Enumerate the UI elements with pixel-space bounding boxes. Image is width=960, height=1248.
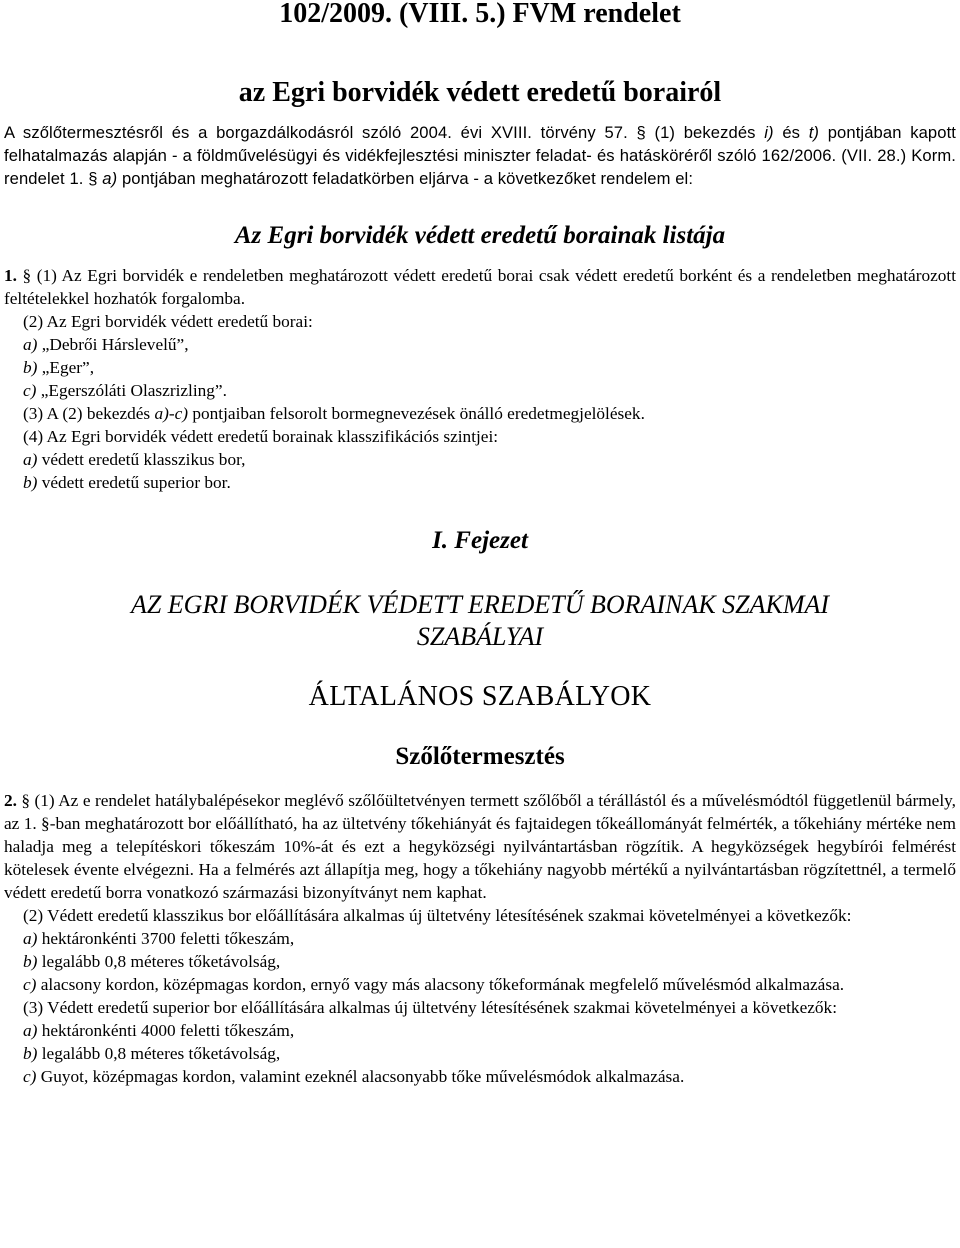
list-item	[4, 927, 956, 950]
chapter-heading: I. Fejezet	[432, 527, 528, 554]
grape-growing-heading: Szőlőtermesztés	[395, 743, 565, 770]
document-subtitle: az Egri borvidék védett eredetű borairól	[238, 77, 722, 108]
list-item-label: c)	[23, 1067, 37, 1086]
chapter-title-line-1: AZ EGRI BORVIDÉK VÉDETT EREDETŰ BORAINAK SZAKMAI	[130, 590, 830, 619]
section-2-text-1: § (1) Az e rendelet hatálybalépésekor meglévő szőlőültetvényen termett szőlőből a térállástól és a művelésmódtól függetlenül bármely, az 1. §-ban meghatározott bor előállítható, ha az ültetvény tőkehiányát és fajtaidegen tőkeállományát felmérték, a tőkehiány mértéke nem haladja meg a telepítéskori tőkeszám 10%-át és ezt a hegyközségi nyilvántartásban rögzítik. A hegyközségek hegybírói felmérést kötelesek évente elvégezni. Ha a felmérés azt állapítja meg, hogy a tőkehiány nagyobb mértékű a nyilvántartásban rögzítettnél, a termelő védett eredetű borra vonatkozó származási bizonyítványt nem kaphat.	[4, 791, 956, 902]
intro-text-4: pontjában meghatározott feladatkörben eljárva - a következőket rendelem el:	[117, 169, 694, 188]
list-item-label: b)	[23, 358, 38, 377]
general-rules-heading: ÁLTALÁNOS SZABÁLYOK	[308, 681, 652, 712]
list-item-text: legalább 0,8 méteres tőketávolság,	[37, 1044, 281, 1063]
section-2-para-1	[4, 789, 956, 904]
list-item-label: a)	[23, 929, 38, 948]
list-item-label: a)	[23, 1021, 38, 1040]
list-item-label: a)	[23, 335, 38, 354]
section-1-number: 1.	[4, 266, 17, 285]
list-item	[4, 973, 956, 996]
section-2-number: 2.	[4, 791, 17, 810]
list-item	[4, 448, 956, 471]
list-item-text: Guyot, középmagas kordon, valamint ezeknél alacsonyabb tőke művelésmódok alkalmazása.	[36, 1067, 685, 1086]
list-item-label: b)	[23, 1044, 38, 1063]
list-item	[4, 379, 956, 402]
section-1-para-3	[4, 402, 956, 425]
list-item	[4, 1042, 956, 1065]
list-item-label: b)	[23, 473, 38, 492]
intro-text-1: A szőlőtermesztésről és a borgazdálkodásról szóló 2004. évi XVIII. törvény 57. § (1) bekezdés	[4, 123, 765, 142]
list-item	[4, 1065, 956, 1088]
list-item	[4, 333, 956, 356]
section-1-para-4: (4) Az Egri borvidék védett eredetű borainak klasszifikációs szintjei:	[23, 427, 499, 446]
list-item-text: hektáronkénti 3700 feletti tőkeszám,	[37, 929, 295, 948]
section-1-para-3-label: a)-c)	[154, 404, 189, 423]
list-item	[4, 471, 956, 494]
document-title: 102/2009. (VIII. 5.) FVM rendelet	[279, 0, 681, 29]
chapter-title	[4, 589, 956, 653]
intro-text-2: és	[773, 123, 809, 142]
intro-text-3: pontjában kapott felhatalmazás alapján - a földművelésügyi és vidékfejlesztési miniszter feladat- és hatásköréről szóló 162/2006. (VII. 28.) Korm. rendelet 1. §	[4, 123, 956, 188]
list-item-text: „Eger”,	[37, 358, 95, 377]
list-item-text: „Egerszóláti Olaszrizling”.	[36, 381, 227, 400]
list-item-label: b)	[23, 952, 38, 971]
section-1-para-3-text-b: pontjaiban felsorolt bormegnevezések önálló eredetmegjelölések.	[188, 404, 645, 423]
list-item-text: „Debrői Hárslevelű”,	[37, 335, 189, 354]
list-item	[4, 356, 956, 379]
list-item-text: védett eredetű superior bor.	[37, 473, 231, 492]
list-item-text: legalább 0,8 méteres tőketávolság,	[37, 952, 281, 971]
list-item	[4, 1019, 956, 1042]
chapter-title-line-2: SZABÁLYAI	[416, 622, 544, 651]
list-item-text: alacsony kordon, középmagas kordon, ernyő vagy más alacsony tőkeformának megfelelő művelésmód alkalmazása.	[36, 975, 845, 994]
intro-t-label: t)	[808, 123, 820, 142]
list-item-label: a)	[23, 450, 38, 469]
list-item-text: hektáronkénti 4000 feletti tőkeszám,	[37, 1021, 295, 1040]
list-item-text: védett eredetű klasszikus bor,	[37, 450, 246, 469]
section-1-para-1	[4, 264, 956, 310]
list-item-label: c)	[23, 381, 37, 400]
section-2-para-3: (3) Védett eredetű superior bor előállítására alkalmas új ültetvény létesítésének szakmai követelményei a következők:	[23, 998, 837, 1017]
intro-a-label: a)	[102, 169, 118, 188]
intro-i-label: i)	[764, 123, 774, 142]
section-1-para-2: (2) Az Egri borvidék védett eredetű borai:	[23, 312, 313, 331]
list-item-label: c)	[23, 975, 37, 994]
intro-paragraph	[4, 121, 956, 190]
list-item	[4, 950, 956, 973]
section-2-para-2: (2) Védett eredetű klasszikus bor előállítására alkalmas új ültetvény létesítésének szakmai követelményei a következők:	[23, 906, 852, 925]
list-title: Az Egri borvidék védett eredetű borainak listája	[234, 222, 726, 249]
section-1-para-3-text-a: (3) A (2) bekezdés	[23, 404, 155, 423]
section-1-text-1: § (1) Az Egri borvidék e rendeletben meghatározott védett eredetű borai csak védett eredetű borként és a rendeletben meghatározott feltételekkel hozhatók forgalomba.	[4, 266, 956, 308]
